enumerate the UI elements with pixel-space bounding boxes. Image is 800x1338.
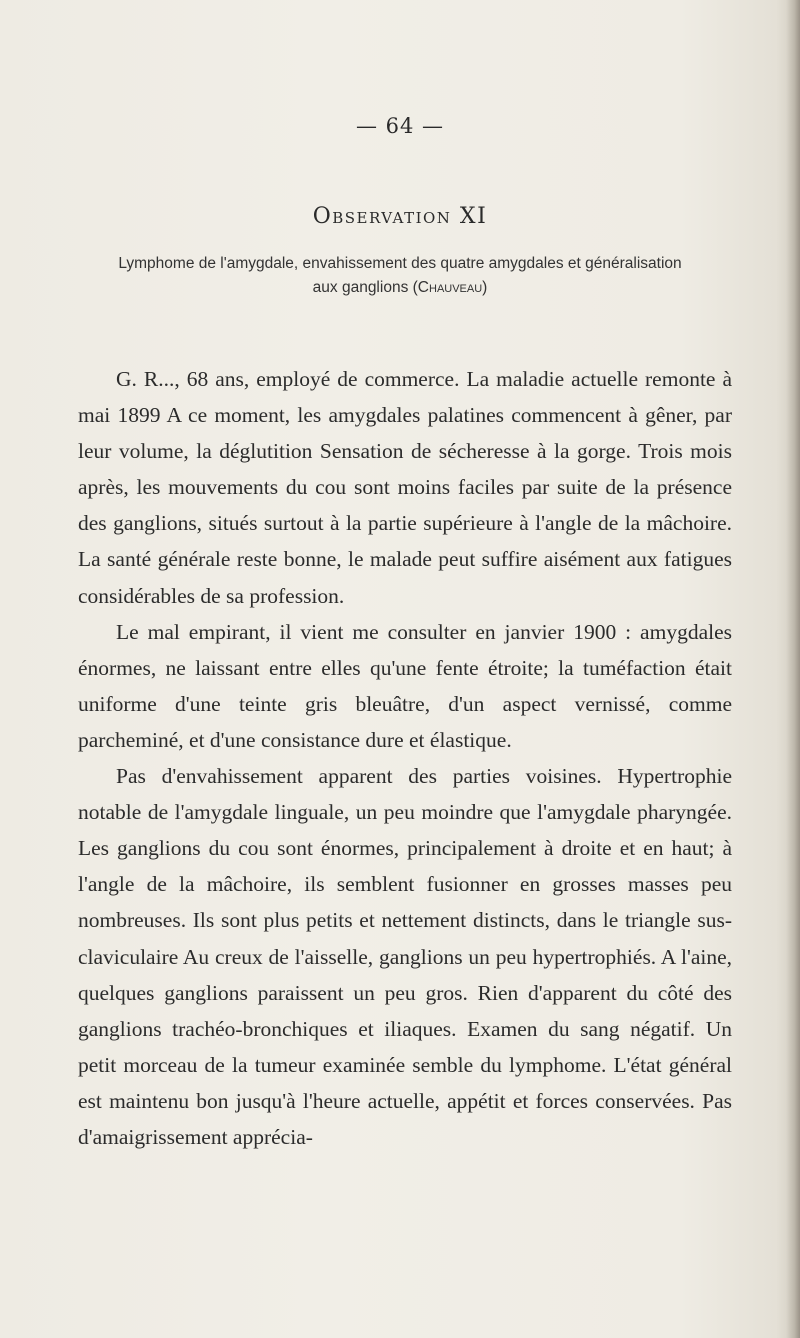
paragraph: Le mal empirant, il vient me consulter en janvier 1900 : amygdales énormes, ne laissant entre elles qu'une fente étroite; la tuméfaction était uniforme d'une teinte gris bleuâtre, d'un aspect vernissé, comme parcheminé, et d'une consistance dure et élastique. [78,619,732,752]
subtitle-line-2: aux ganglions [312,279,409,296]
subtitle-author: (Chauveau) [412,279,488,296]
observation-title: Observation XI [312,204,488,229]
paragraph: G. R..., 68 ans, employé de commerce. La maladie actuelle remonte à mai 1899 A ce moment, les amygdales palatines commencent à gêner, par leur volume, la déglutition Sensation de sécheresse à la gorge. Trois mois après, les mouvements du cou sont moins faciles par suite de la présence des ganglions, situés surtout à la partie supérieure à l'angle de la mâchoire. La santé générale reste bonne, le malade peut suffire aisément aux fatigues considérables de sa profession. [78,367,732,608]
page-number: — 64 — [355,114,445,138]
subtitle-line-1: Lymphome de l'amygdale, envahissement des quatre amygdales et généralisation [118,255,682,272]
body-text [78,361,732,1155]
observation-subtitle [40,252,760,300]
paragraph: Pas d'envahissement apparent des parties voisines. Hypertrophie notable de l'amygdale linguale, un peu moindre que l'amygdale pharyngée. Les ganglions du cou sont énormes, principalement à droite et en haut; à l'angle de la mâchoire, ils semblent fusionner en grosses masses peu nombreuses. Ils sont plus petits et nettement distincts, dans le triangle sus-claviculaire Au creux de l'aisselle, ganglions un peu hypertrophiés. A l'aine, quelques ganglions paraissent un peu gros. Rien d'apparent du côté des ganglions trachéo-bronchiques et iliaques. Examen du sang négatif. Un petit morceau de la tumeur examinée semble du lymphome. L'état général est maintenu bon jusqu'à l'heure actuelle, appétit et forces conservées. Pas d'amaigrissement apprécia- [78,764,732,1149]
page-edge-shadow [786,0,800,1338]
